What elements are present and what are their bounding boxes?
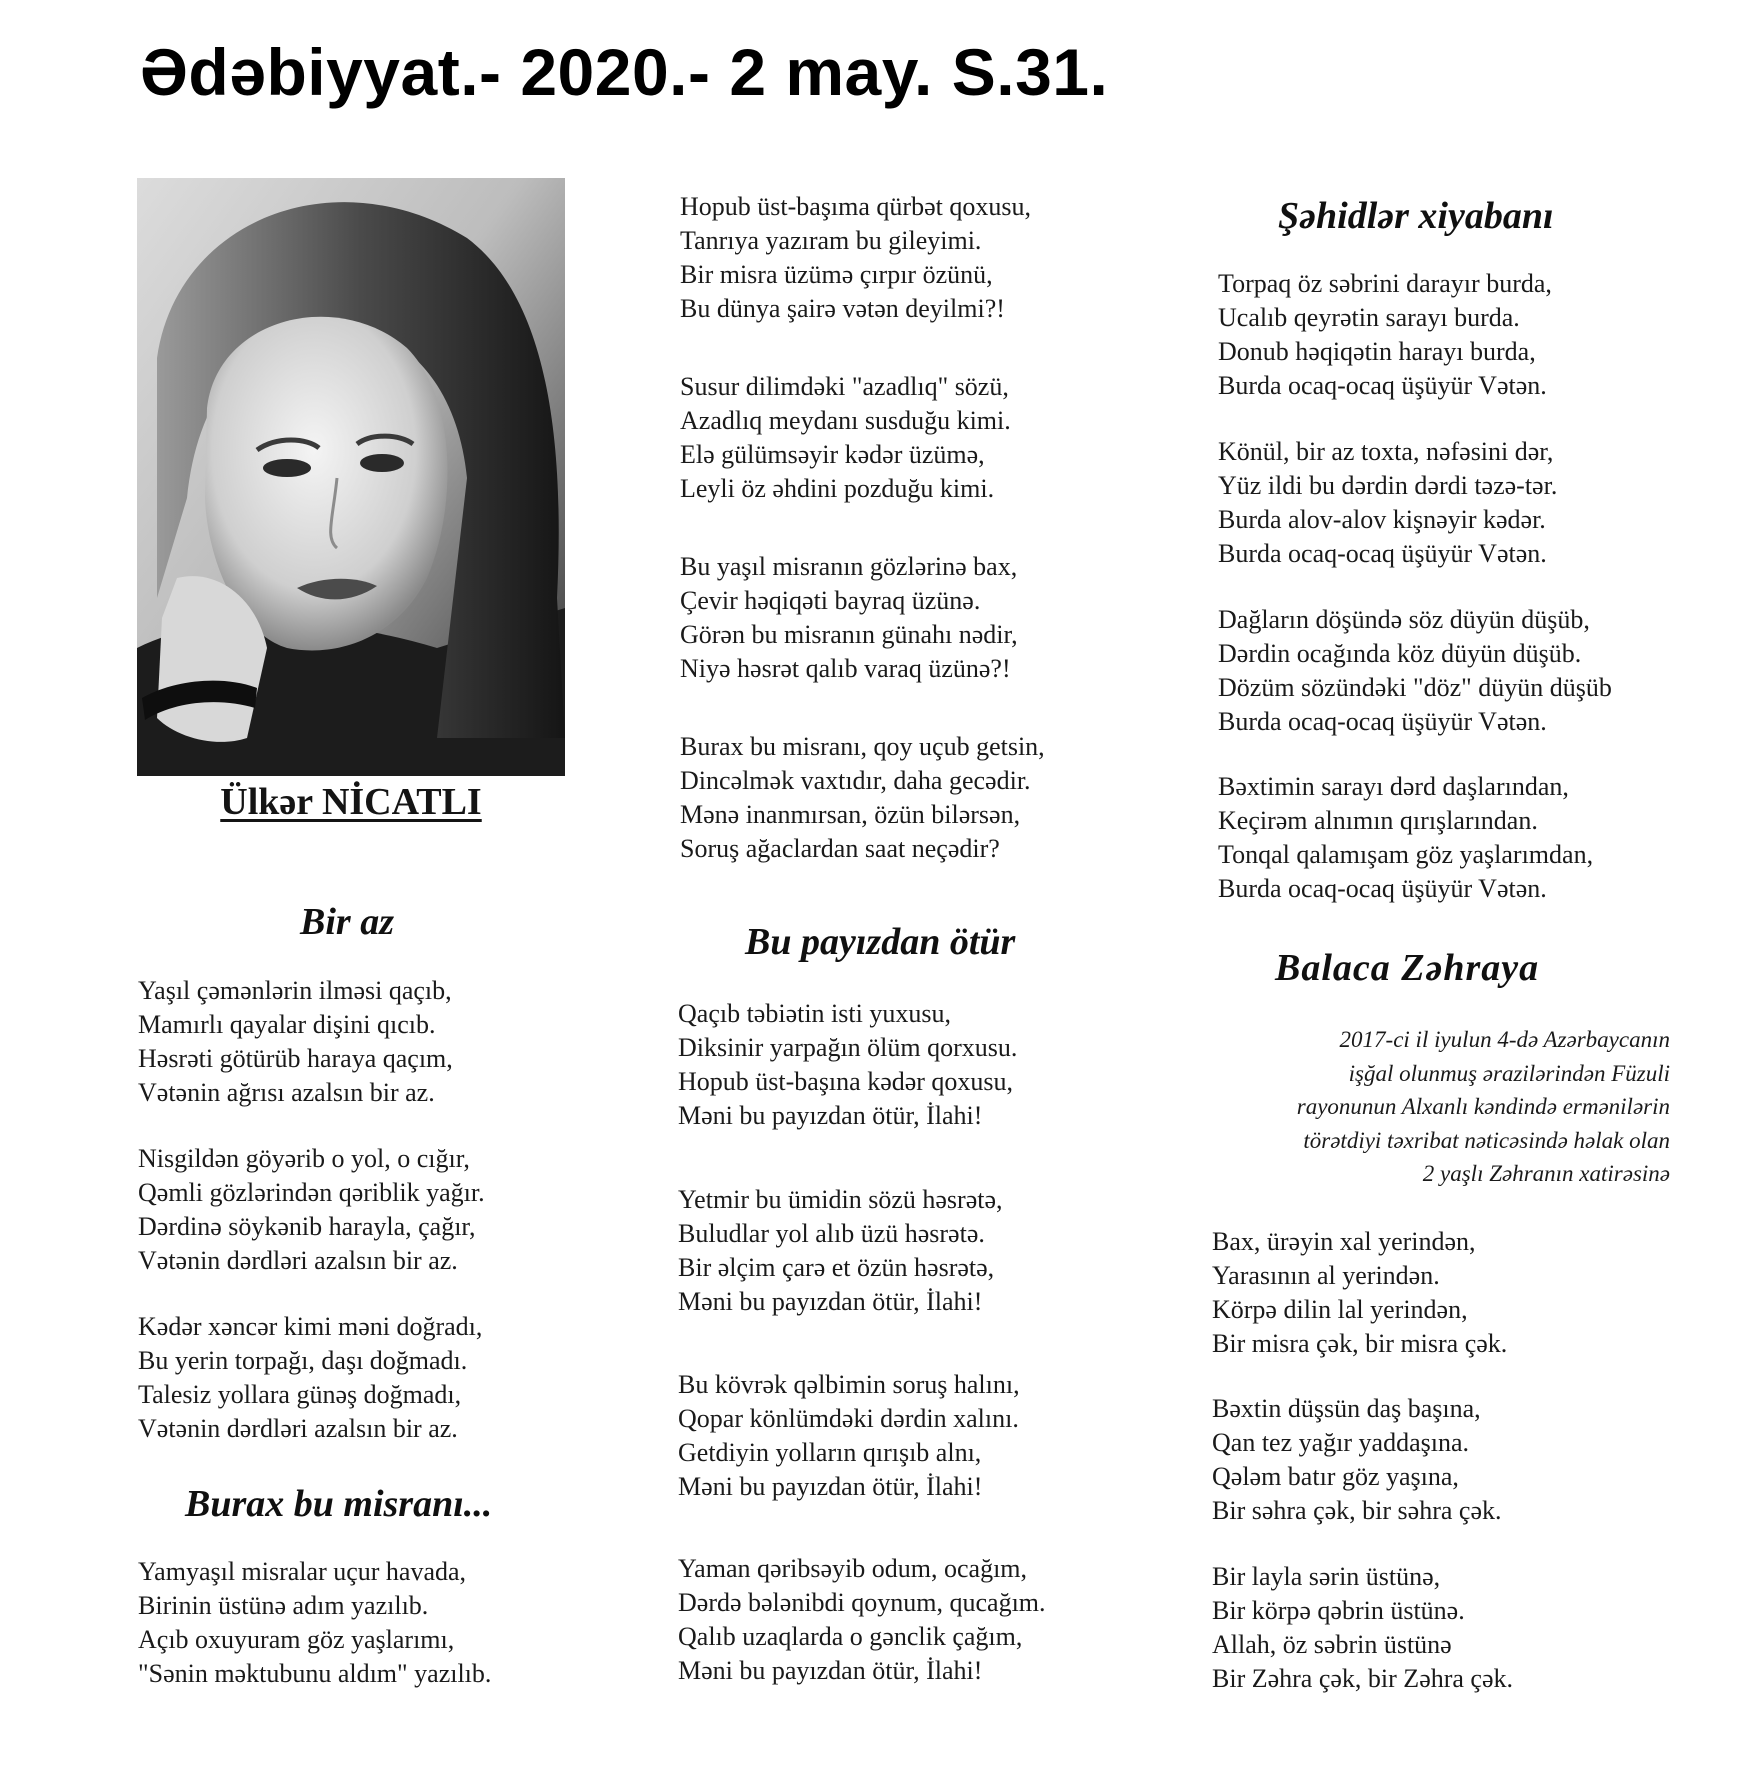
poem-line: Yaman qəribsəyib odum, ocağım, [678,1554,1028,1583]
poem-line: Kədər xəncər kimi məni doğradı, [138,1312,483,1341]
poem-line: Dağların döşündə söz düyün düşüb, [1218,605,1590,634]
stanza [678,1368,1020,1504]
poem-line: Dərdin ocağında köz düyün düşüb. [1218,639,1582,668]
dedication-line: 2 yaşlı Zəhranın xatirəsinə [1422,1161,1670,1186]
poem-line: Leyli öz əhdini pozduğu kimi. [680,474,995,503]
dedication-line: işğal olunmuş ərazilərindən Füzuli [1348,1060,1670,1086]
poem-line: Torpaq öz səbrini darayır burda, [1218,269,1552,298]
poem-line: Yetmir bu ümidin sözü həsrətə, [678,1185,1003,1214]
stanza [680,550,1018,686]
poem-title-payiz: Bu payızdan ötür [745,921,1016,963]
poem-line: Burda ocaq-ocaq üşüyür Vətən. [1218,371,1547,400]
poem-line: Bir Zəhra çək, bir Zəhra çək. [1212,1664,1514,1693]
poem-line: Dincəlmək vaxtıdır, daha gecədir. [680,766,1031,795]
poem-line: Tonqal qalamışam göz yaşlarımdan, [1218,840,1594,869]
poem-line: Vətənin ağrısı azalsın bir az. [138,1078,435,1107]
stanza [138,1555,491,1691]
poem-line: Allah, öz səbrin üstünə [1212,1630,1452,1659]
poem-line: Dərdə bələnibdi qoynum, qucağım. [678,1588,1046,1617]
stanza [1212,1225,1507,1361]
poem-line: Ucalıb qeyrətin sarayı burda. [1218,303,1520,332]
poem-line: Açıb oxuyuram göz yaşlarımı, [138,1625,455,1654]
poem-line: Tanrıya yazıram bu gileyimi. [680,226,982,255]
poem-line: Mənə inanmırsan, özün bilərsən, [680,800,1021,829]
poem-line: Azadlıq meydanı susduğu kimi. [680,406,1011,435]
poem-line: Mamırlı qayalar dişini qıcıb. [138,1010,436,1039]
poem-line: Könül, bir az toxta, nəfəsini dər, [1218,437,1554,466]
poem-title-bir-az: Bir az [300,901,394,943]
poem-line: Qəmli gözlərindən qəriblik yağır. [138,1178,485,1207]
poem-line: Burda ocaq-ocaq üşüyür Vətən. [1218,707,1547,736]
stanza [1212,1560,1513,1696]
poem-line: Qaçıb təbiətin isti yuxusu, [678,999,951,1028]
poem-line: Bir səhra çək, bir səhra çək. [1212,1496,1502,1525]
dedication-line: 2017-ci il iyulun 4-də Azərbaycanın [1339,1027,1670,1052]
poem-line: Qopar könlümdəki dərdin xalını. [678,1404,1019,1433]
poem-line: Hopub üst-başına kədər qoxusu, [678,1067,1014,1096]
stanza [138,1310,482,1446]
poem-line: Keçirəm alnımın qırışlarından. [1218,806,1538,835]
poem-line: Görən bu misranın günahı nədir, [680,620,1018,649]
poem-line: Həsrəti götürüb haraya qaçım, [138,1044,453,1073]
poem-line: Körpə dilin lal yerindən, [1212,1295,1468,1324]
poem-line: Vətənin dərdləri azalsın bir az. [138,1414,458,1443]
poem-line: Birinin üstünə adım yazılıb. [138,1591,429,1620]
poem-line: Qələm batır göz yaşına, [1212,1462,1459,1491]
poem-line: Burda ocaq-ocaq üşüyür Vətən. [1218,539,1547,568]
author-portrait-icon [137,178,565,776]
poem-line: Qan tez yağır yaddaşına. [1212,1428,1470,1457]
poem-line: Bir layla sərin üstünə, [1212,1562,1441,1591]
poem-line: Qalıb uzaqlarda o gənclik çağım, [678,1622,1023,1651]
stanza [1218,603,1612,739]
poem-line: Burax bu misranı, qoy uçub getsin, [680,732,1045,761]
stanza [138,1142,485,1278]
stanza [678,1552,1046,1688]
poem-line: Yarasının al yerindən. [1212,1261,1440,1290]
stanza [1212,1392,1501,1528]
poem-line: Bəxtimin sarayı dərd daşlarından, [1218,772,1569,801]
poem-line: Məni bu payızdan ötür, İlahi! [678,1656,983,1685]
poem-line: Bir əlçim çarə et özün həsrətə, [678,1253,995,1282]
stanza [1218,435,1557,571]
poem-line: Dözüm sözündəki "döz" düyün düşüb [1218,673,1612,702]
stanza [1218,267,1552,403]
poem-line: Bu kövrək qəlbimin soruş halını, [678,1370,1020,1399]
stanza [680,370,1011,506]
poem-line: Yaşıl çəmənlərin ilməsi qaçıb, [138,976,452,1005]
poem-line: Vətənin dərdləri azalsın bir az. [138,1246,458,1275]
stanza [680,190,1031,326]
poem-line: "Sənin məktubunu aldım" yazılıb. [138,1659,492,1688]
poem-line: Donub həqiqətin harayı burda, [1218,337,1536,366]
dedication [1170,1023,1670,1191]
poem-line: Elə gülümsəyir kədər üzümə, [680,440,985,469]
poem-line: Bax, ürəyin xal yerindən, [1212,1227,1476,1256]
stanza [678,1183,1003,1319]
poem-line: Bu dünya şairə vətən deyilmi?! [680,294,1005,323]
poem-line: Bəxtin düşsün daş başına, [1212,1394,1481,1423]
poem-line: Bir körpə qəbrin üstünə. [1212,1596,1465,1625]
stanza [138,974,453,1110]
poem-line: Bir misra çək, bir misra çək. [1212,1329,1508,1358]
poem-line: Məni bu payızdan ötür, İlahi! [678,1472,983,1501]
poem-line: Soruş ağaclardan saat neçədir? [680,834,1000,863]
poem-line: Susur dilimdəki "azadlıq" sözü, [680,372,1009,401]
poem-line: Çevir həqiqəti bayraq üzünə. [680,586,981,615]
poem-line: Hopub üst-başıma qürbət qoxusu, [680,192,1031,221]
poem-line: Talesiz yollara günəş doğmadı, [138,1380,462,1409]
page-title: Ədəbiyyat.- 2020.- 2 may. S.31. [140,35,1109,109]
poem-line: Bu yerin torpağı, daşı doğmadı. [138,1346,468,1375]
stanza [680,730,1045,866]
dedication-line: rayonunun Alxanlı kəndində ermənilərin [1296,1094,1670,1119]
poem-line: Yüz ildi bu dərdin dərdi təzə-tər. [1218,471,1558,500]
poem-line: Bu yaşıl misranın gözlərinə bax, [680,552,1018,581]
stanza [678,997,1017,1133]
poem-line: Dərdinə söykənib harayla, çağır, [138,1212,476,1241]
poem-line: Diksinir yarpağın ölüm qorxusu. [678,1033,1018,1062]
author-name: Ülkər NİCATLI [220,781,482,823]
poem-line: Niyə həsrət qalıb varaq üzünə?! [680,654,1011,683]
poem-title-burax: Burax bu misranı... [185,1483,493,1525]
poem-title-sehidler: Şəhidlər xiyabanı [1278,195,1554,237]
poem-line: Məni bu payızdan ötür, İlahi! [678,1287,983,1316]
poem-line: Bir misra üzümə çırpır özünü, [680,260,993,289]
poem-title-zehraya: Balaca Zəhraya [1275,947,1540,989]
poem-line: Yamyaşıl misralar uçur havada, [138,1557,467,1586]
dedication-line: törətdiyi təxribat nəticəsində həlak olan [1303,1127,1670,1153]
poem-line: Nisgildən göyərib o yol, o cığır, [138,1144,470,1173]
poem-line: Məni bu payızdan ötür, İlahi! [678,1101,983,1130]
poem-line: Getdiyin yolların qırışıb alnı, [678,1438,982,1467]
poem-line: Buludlar yol alıb üzü həsrətə. [678,1219,985,1248]
stanza [1218,770,1593,906]
poem-line: Burda alov-alov kişnəyir kədər. [1218,505,1546,534]
author-portrait [137,178,565,776]
poem-line: Burda ocaq-ocaq üşüyür Vətən. [1218,874,1547,903]
